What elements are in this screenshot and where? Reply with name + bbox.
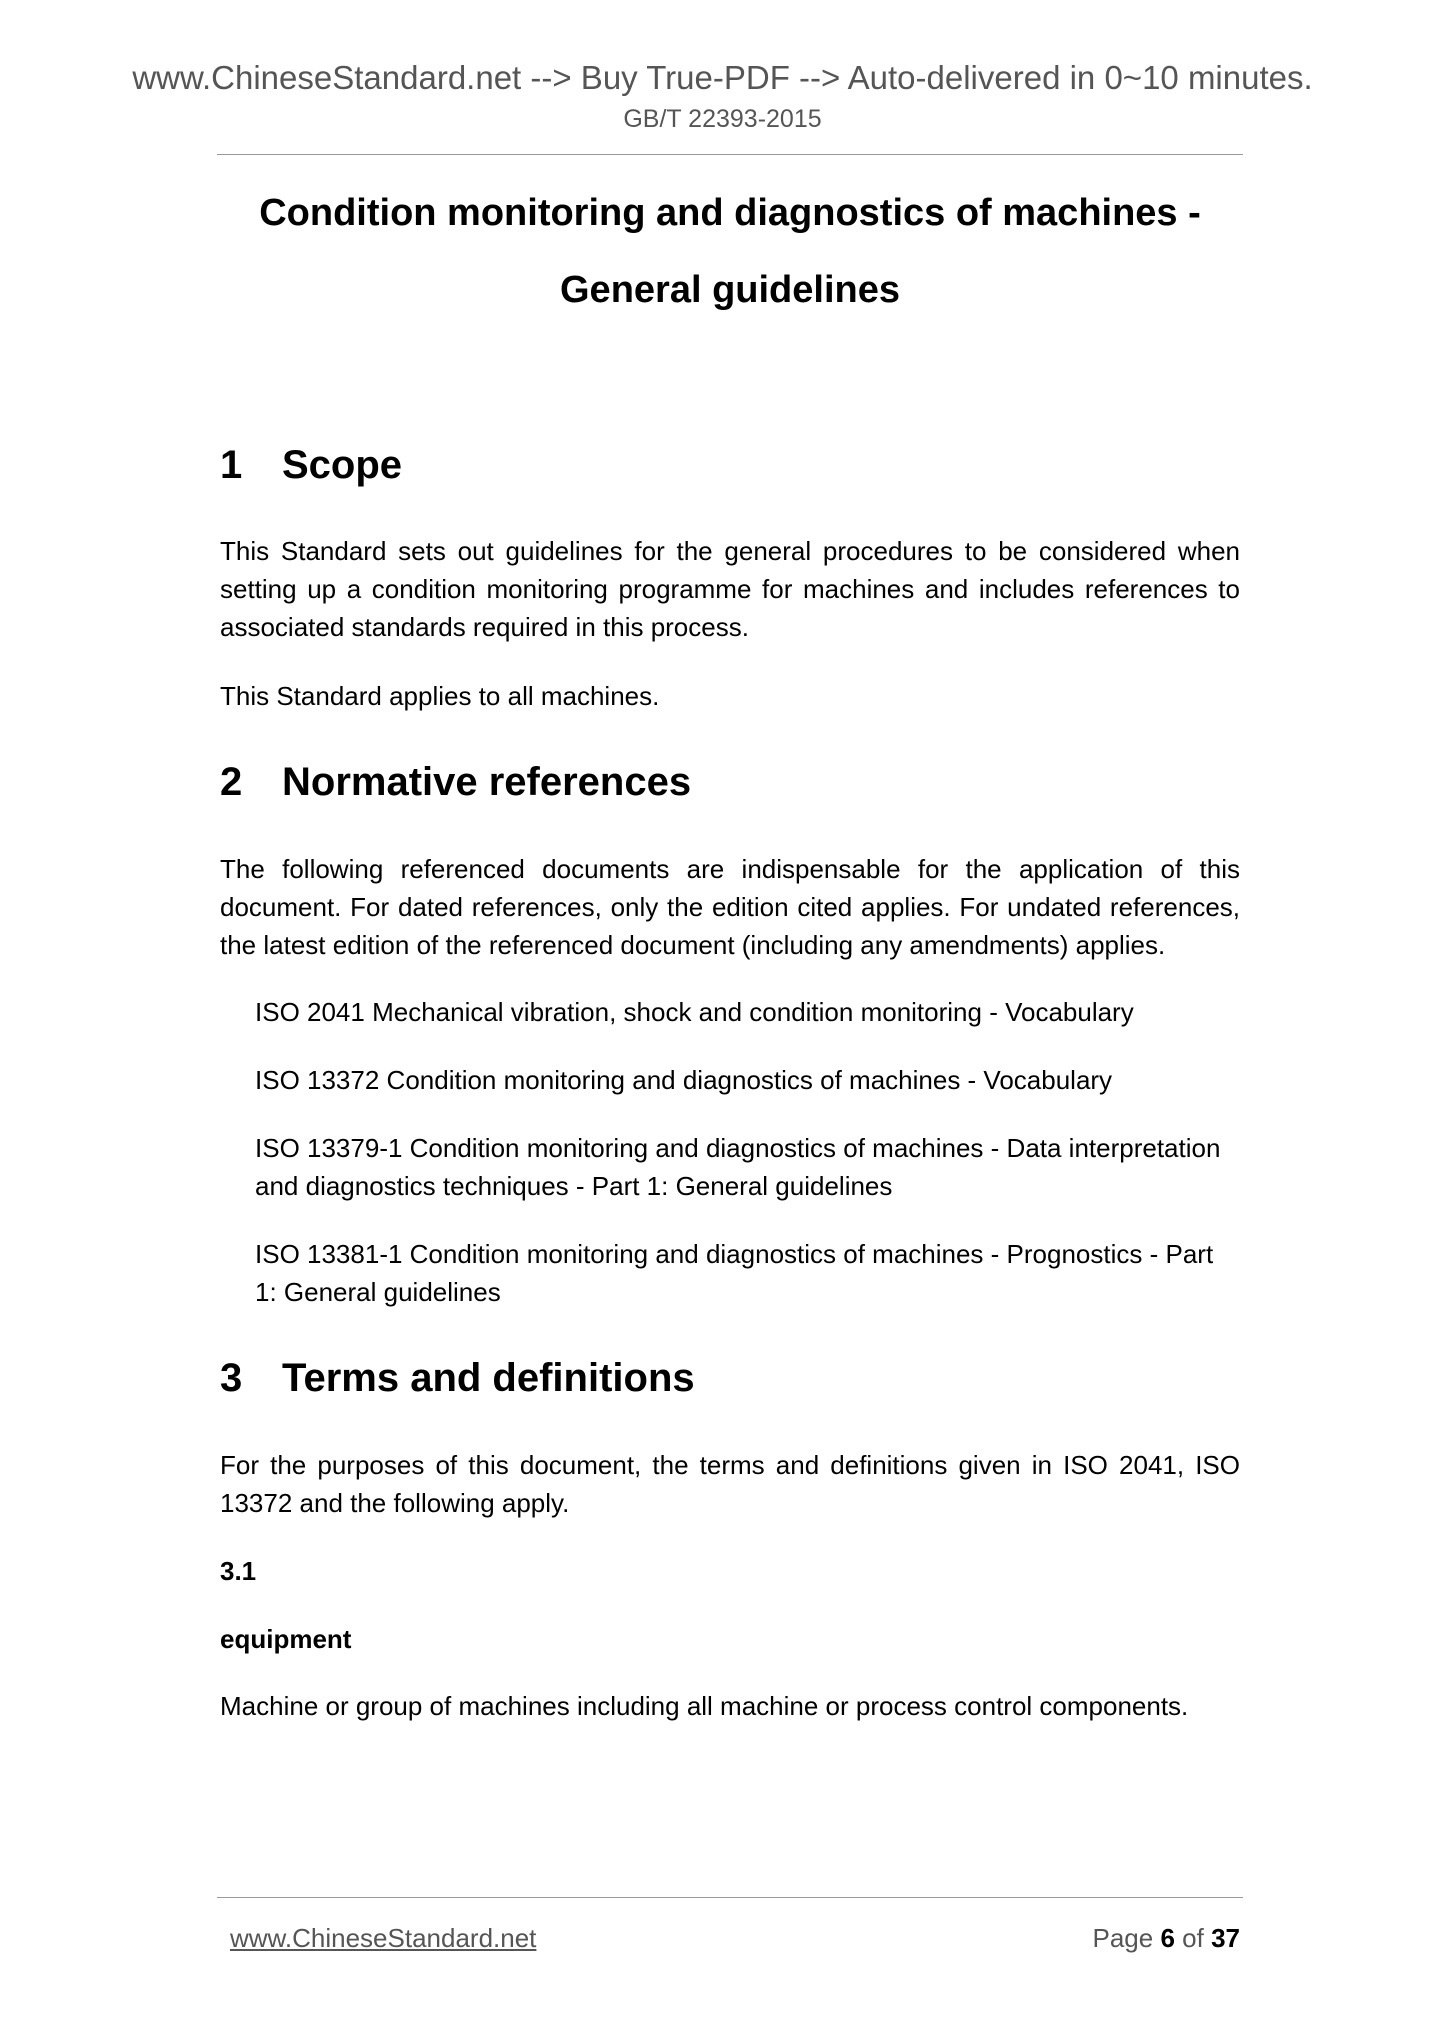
section-heading-terms-and-definitions [220,1354,695,1402]
section-heading-scope [220,441,402,489]
section-title: Scope [282,443,403,487]
normative-paragraph: The following referenced documents are indispensable for the application of this document. For dated references, only the edition cited applies. For undated references, the latest edition of the referenced document (including any amendments) applies. [220,854,1240,960]
section-heading-normative-references [220,758,691,806]
header-divider [217,154,1243,155]
scope-paragraph-1: This Standard sets out guidelines for the general procedures to be considered when setting up a condition monitoring programme for machines and includes references to associated standards required in this process. [220,536,1240,642]
term-definition: Machine or group of machines including all machine or process control components. [220,1691,1189,1721]
terms-paragraph: For the purposes of this document, the terms and definitions given in ISO 2041, ISO 13372 and the following apply. [220,1450,1240,1518]
section-number: 2 [220,760,243,804]
standard-number: GB/T 22393-2015 [623,105,822,133]
scope-paragraph-2: This Standard applies to all machines. [220,681,660,711]
reference-item: ISO 13372 Condition monitoring and diagnostics of machines - Vocabulary [255,1065,1113,1095]
section-number: 1 [220,443,243,487]
page-of-label: of [1182,1923,1204,1953]
page-title-line1: Condition monitoring and diagnostics of machines - [259,192,1201,234]
term-number: 3.1 [220,1556,257,1586]
page-current: 6 [1160,1923,1175,1953]
section-title: Normative references [282,760,692,804]
section-number: 3 [220,1356,243,1400]
footer-divider [217,1897,1243,1898]
section-title: Terms and definitions [282,1356,695,1400]
page-title-line2: General guidelines [560,269,900,311]
header-banner: www.ChineseStandard.net --> Buy True-PDF --> Auto-delivered in 0~10 minutes. [132,59,1313,96]
term-name: equipment [220,1624,352,1654]
page-indicator [1092,1921,1240,1955]
page-total: 37 [1211,1923,1240,1953]
page-label: Page [1092,1923,1154,1953]
reference-item: ISO 2041 Mechanical vibration, shock and condition monitoring - Vocabulary [255,997,1134,1027]
reference-item: ISO 13379-1 Condition monitoring and diagnostics of machines - Data interpretation and diagnostics techniques - Part 1: General guidelines [255,1133,1221,1201]
reference-item: ISO 13381-1 Condition monitoring and diagnostics of machines - Prognostics - Part 1: General guidelines [255,1239,1214,1307]
footer-website-link[interactable]: www.ChineseStandard.net [230,1923,537,1953]
